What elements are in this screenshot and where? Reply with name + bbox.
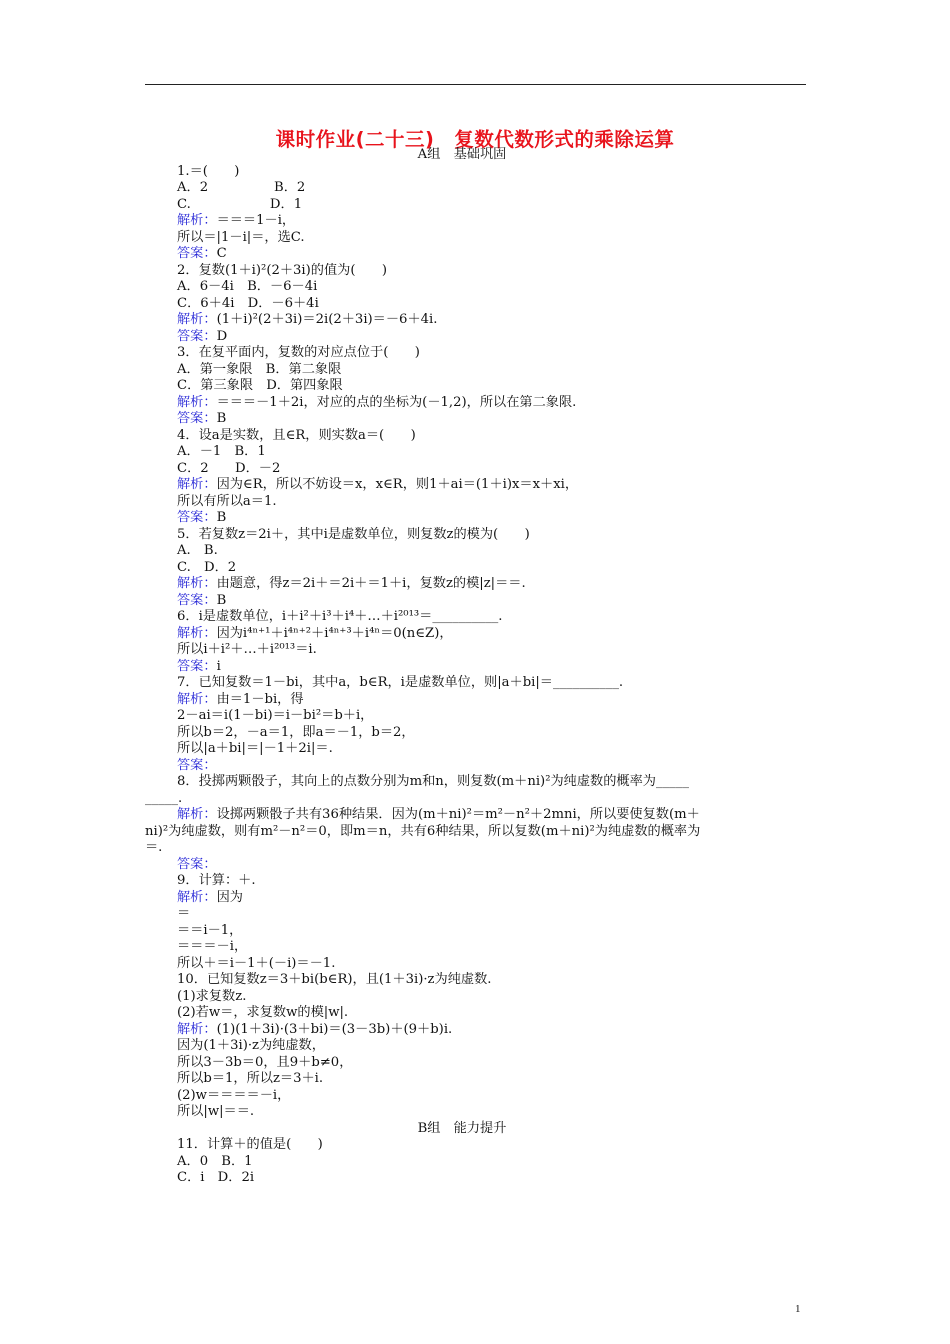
- line-text: 所以|a＋bi|＝|－1＋2i|＝.: [177, 741, 333, 756]
- text-line: [177, 543, 807, 560]
- text-line: [177, 1038, 807, 1055]
- text-line: [177, 461, 807, 478]
- answer-line: [177, 477, 807, 494]
- line-text: 因为: [216, 889, 243, 905]
- line-text: 所以|w|＝＝.: [177, 1104, 255, 1119]
- text-line: [177, 1005, 807, 1022]
- answer-line: [177, 312, 807, 329]
- line-text: _____.: [145, 790, 183, 806]
- line-text: ＝.: [145, 840, 163, 855]
- line-text: 3．在复平面内，复数的对应点位于( ): [177, 345, 420, 360]
- line-label: 解析：: [177, 1021, 217, 1037]
- answer-line: [177, 329, 807, 346]
- line-label: 解析：: [177, 807, 217, 822]
- line-text: 6．i是虚数单位，i＋i²＋i³＋i⁴＋…＋i²⁰¹³＝__________.: [177, 609, 503, 624]
- text-line: [177, 1104, 807, 1121]
- line-text: 10．已知复数z＝3＋bi(b∈R)，且(1＋3i)·z为纯虚数.: [177, 972, 492, 987]
- answer-line: [177, 890, 807, 907]
- line-text: ＝＝＝1－i，: [216, 213, 296, 228]
- line-text: 所以i＋i²＋…＋i²⁰¹³＝i.: [177, 642, 317, 657]
- text-line: [177, 444, 807, 461]
- line-label: 答案：: [177, 592, 217, 608]
- line-text: 所以b＝2，－a＝1，即a＝－1，b＝2，: [177, 724, 415, 740]
- line-text: A．第一象限 B．第二象限: [177, 361, 342, 377]
- text-line: [177, 560, 807, 577]
- line-text: C: [216, 246, 227, 261]
- line-text: B: [216, 510, 227, 525]
- line-text: C．i D．2i: [177, 1170, 255, 1185]
- line-text: 5．若复数z＝2i＋，其中i是虚数单位，则复数z的模为( ): [177, 526, 530, 542]
- line-text: 2－ai＝i(1－bi)＝i－bi²＝b＋i，: [177, 708, 374, 723]
- text-line: [177, 939, 807, 956]
- line-text: 因为∈R，所以不妨设＝x，x∈R，则1＋ai＝(1＋i)x＝x＋xi，: [216, 477, 579, 492]
- line-label: 解析：: [177, 394, 217, 410]
- text-line: [145, 791, 807, 808]
- line-text: A．6－4i B．－6－4i: [177, 279, 318, 294]
- line-text: C．第三象限 D．第四象限: [177, 378, 343, 393]
- line-text: C．2 D．－2: [177, 460, 281, 476]
- line-text: 所以b＝1，所以z＝3＋i.: [177, 1071, 324, 1086]
- text-line: [177, 642, 807, 659]
- line-text: A组 基础巩固: [417, 147, 507, 162]
- text-line: [177, 989, 807, 1006]
- text-line: [177, 972, 807, 989]
- line-text: 8．投掷两颗骰子，其向上的点数分别为m和n，则复数(m＋ni)²为纯虚数的概率为_____: [177, 774, 689, 789]
- line-text: ＝＝＝－1＋2i，对应的点的坐标为(－1,2)，所以在第二象限.: [216, 394, 577, 410]
- line-text: (2)若w＝，求复数w的模|w|.: [177, 1005, 349, 1020]
- line-text: C. D．1: [177, 196, 303, 212]
- text-line: [177, 873, 807, 890]
- line-text: A．2 B．2: [177, 180, 306, 195]
- text-line: [177, 708, 807, 725]
- line-label: 答案：: [177, 411, 217, 426]
- text-line: [177, 527, 807, 544]
- answer-line: [177, 411, 807, 428]
- text-line: [177, 1137, 807, 1154]
- line-text: 所以＝|1－i|＝，选C.: [177, 229, 305, 245]
- text-line: [177, 609, 807, 626]
- line-text: B组 能力提升: [417, 1120, 507, 1136]
- answer-line: [177, 857, 807, 874]
- line-text: B: [216, 592, 227, 608]
- line-label: 解析：: [177, 477, 217, 492]
- line-text: 4．设a是实数，且∈R，则实数a＝( ): [177, 427, 416, 443]
- answer-line: [177, 576, 807, 593]
- text-line: [177, 296, 807, 313]
- line-label: 答案：: [177, 510, 217, 525]
- document-body: [145, 147, 807, 1187]
- page-number: 1: [795, 1303, 801, 1315]
- line-text: (1)求复数z.: [177, 988, 247, 1004]
- answer-line: [177, 395, 807, 412]
- text-line: [177, 1088, 807, 1105]
- line-text: 2．复数(1＋i)²(2＋3i)的值为( ): [177, 262, 388, 278]
- line-label: 解析：: [177, 691, 217, 707]
- answer-line: [177, 807, 807, 824]
- text-line: [177, 428, 807, 445]
- line-label: 答案：: [177, 757, 217, 773]
- line-label: 解析：: [177, 889, 217, 905]
- line-text: 所以＋＝i－1＋(－i)＝－1.: [177, 955, 336, 971]
- text-line: [177, 774, 807, 791]
- line-text: 所以有所以a＝1.: [177, 493, 277, 509]
- text-line: [177, 279, 807, 296]
- line-text: C．6＋4i D．－6＋4i: [177, 295, 319, 311]
- line-text: B: [216, 411, 227, 426]
- text-line: [177, 906, 807, 923]
- line-text: A．0 B．1: [177, 1153, 253, 1169]
- text-line: [177, 345, 807, 362]
- line-text: ＝: [177, 906, 191, 921]
- line-text: 设掷两颗骰子共有36种结果．因为(m＋ni)²＝m²－n²＋2mni，所以要使复数(m＋: [216, 807, 700, 822]
- answer-line: [177, 626, 807, 643]
- page-title: 课时作业(二十三) 复数代数形式的乘除运算: [275, 128, 675, 151]
- text-line: [177, 164, 807, 181]
- answer-line: [177, 692, 807, 709]
- text-line: [177, 923, 807, 940]
- text-line: [177, 741, 807, 758]
- line-text: 1.＝( ): [177, 163, 240, 179]
- text-line: [177, 362, 807, 379]
- text-line: [177, 1121, 807, 1138]
- line-text: 因为(1＋3i)·z为纯虚数，: [177, 1038, 325, 1053]
- text-line: [177, 263, 807, 280]
- line-label: 解析：: [177, 213, 217, 228]
- text-line: [177, 1055, 807, 1072]
- line-label: 解析：: [177, 312, 217, 327]
- text-line: [177, 378, 807, 395]
- line-text: (1)(1＋3i)·(3＋bi)＝(3－3b)＋(9＋b)i.: [216, 1021, 453, 1037]
- line-text: ni)²为纯虚数，则有m²－n²＝0，即m＝n，共有6种结果，所以复数(m＋ni)²为纯虚数的概率为: [145, 823, 701, 839]
- text-line: [177, 1154, 807, 1171]
- line-text: D: [216, 328, 228, 344]
- line-label: 解析：: [177, 576, 217, 591]
- text-line: [145, 840, 807, 857]
- answer-line: [177, 758, 807, 775]
- line-text: A. B.: [177, 543, 218, 558]
- answer-line: [177, 659, 807, 676]
- line-label: 答案：: [177, 328, 217, 344]
- line-text: 11．计算＋的值是( ): [177, 1137, 323, 1152]
- line-label: 答案：: [177, 856, 217, 872]
- line-text: 7．已知复数＝1－bi，其中a，b∈R，i是虚数单位，则|a＋bi|＝__________.: [177, 675, 624, 690]
- line-text: C. D．2: [177, 559, 237, 575]
- line-text: 由题意，得z＝2i＋＝2i＋＝1＋i，复数z的模|z|＝＝.: [216, 576, 526, 591]
- line-label: 解析：: [177, 625, 217, 641]
- line-text: ＝＝＝－i，: [177, 939, 248, 954]
- text-line: [177, 956, 807, 973]
- text-line: [177, 675, 807, 692]
- line-label: 答案：: [177, 246, 217, 261]
- text-line: [177, 1071, 807, 1088]
- text-line: [177, 725, 807, 742]
- text-line: [177, 147, 807, 164]
- line-text: 由＝1－bi，得: [216, 691, 304, 707]
- line-text: 所以3－3b＝0，且9＋b≠0，: [177, 1054, 353, 1070]
- text-line: [177, 230, 807, 247]
- text-line: [177, 1170, 807, 1187]
- answer-line: [177, 593, 807, 610]
- line-text: (2)w＝＝＝＝－i，: [177, 1087, 291, 1103]
- line-text: A．－1 B．1: [177, 444, 266, 459]
- answer-line: [177, 1022, 807, 1039]
- line-text: 9．计算：＋.: [177, 873, 256, 888]
- text-line: [145, 824, 807, 841]
- line-label: 答案：: [177, 658, 217, 674]
- header-rule: [145, 84, 806, 85]
- answer-line: [177, 213, 807, 230]
- text-line: [177, 494, 807, 511]
- line-text: 因为i⁴ⁿ⁺¹＋i⁴ⁿ⁺²＋i⁴ⁿ⁺³＋i⁴ⁿ＝0(n∈Z)，: [216, 625, 453, 641]
- answer-line: [177, 510, 807, 527]
- answer-line: [177, 246, 807, 263]
- line-text: (1＋i)²(2＋3i)＝2i(2＋3i)＝－6＋4i.: [216, 312, 438, 327]
- line-text: ＝＝i－1，: [177, 922, 243, 938]
- text-line: [177, 197, 807, 214]
- text-line: [177, 180, 807, 197]
- line-text: i: [216, 658, 221, 674]
